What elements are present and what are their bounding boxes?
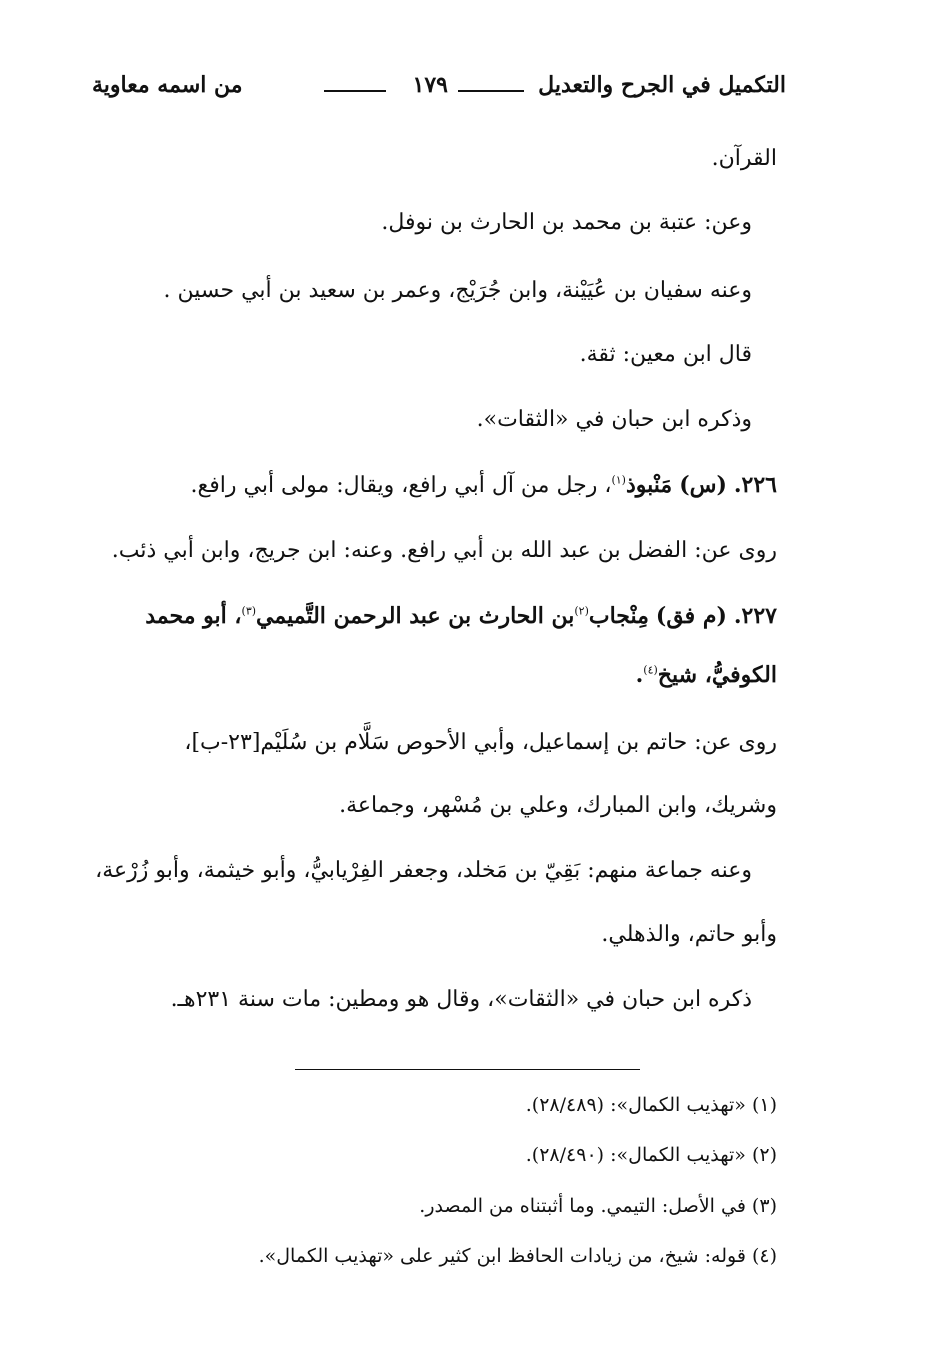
running-head-rule-left bbox=[324, 90, 386, 92]
entry-226-name: مَنْبوذ bbox=[625, 472, 673, 498]
entry-226-code: (س) bbox=[679, 472, 727, 498]
entry-227-number: ٢٢٧. bbox=[733, 603, 777, 629]
body-line-5: وذكره ابن حبان في «الثقات». bbox=[476, 407, 752, 432]
body-line-2: وعن: عتبة بن محمد بن الحارث بن نوفل. bbox=[381, 210, 752, 235]
body-line-10: روى عن: حاتم بن إسماعيل، وأبي الأحوص سَلَّام بن سُلَيْم[٢٣-ب]، bbox=[184, 730, 777, 755]
entry-226-heading bbox=[191, 472, 777, 499]
entry-227-name-3: ، أبو محمد bbox=[145, 603, 242, 629]
entry-226-number: ٢٢٦. bbox=[733, 472, 777, 498]
footnote-3: (٣) في الأصل: التيمي. وما أثبتناه من المصدر. bbox=[419, 1195, 777, 1217]
running-head-page-number: ١٧٩ bbox=[412, 72, 448, 98]
entry-227-heading-line-2 bbox=[636, 662, 777, 689]
body-line-1: القرآن. bbox=[711, 146, 777, 171]
footnote-2: (٢) «تهذيب الكمال»: (٢٨/٤٩٠). bbox=[525, 1144, 777, 1166]
running-head-section: من اسمه معاوية bbox=[92, 72, 243, 98]
body-line-12: وعنه جماعة منهم: بَقِيّ بن مَخلد، وجعفر الفِرْيابيُّ، وأبو خيثمة، وأبو زُرْعة، bbox=[95, 858, 752, 883]
body-line-4: قال ابن معين: ثقة. bbox=[579, 342, 752, 367]
running-head-book-title: التكميل في الجرح والتعديل bbox=[538, 72, 786, 98]
body-line-14: ذكره ابن حبان في «الثقات»، وقال هو ومطين: مات سنة ٢٣١هـ. bbox=[170, 987, 752, 1012]
entry-226-description: ، رجل من آل أبي رافع، ويقال: مولى أبي رافع. bbox=[190, 473, 612, 498]
body-line-7: روى عن: الفضل بن عبد الله بن أبي رافع. وعنه: ابن جريج، وابن أبي ذئب. bbox=[111, 538, 777, 563]
body-line-11: وشريك، وابن المبارك، وعلي بن مُسْهر، وجماعة. bbox=[339, 793, 777, 818]
entry-227-footnote-ref-1: (٢) bbox=[574, 604, 589, 618]
entry-227-footnote-ref-2: (٣) bbox=[241, 604, 257, 618]
entry-226-footnote-ref: (١) bbox=[611, 473, 626, 487]
entry-227-name-1: مِنْجاب bbox=[588, 603, 649, 629]
entry-227-code: (م فق) bbox=[655, 603, 727, 629]
entry-227-nisba: الكوفيُّ، شيخ bbox=[657, 662, 777, 688]
entry-227-heading bbox=[145, 603, 777, 630]
body-line-3: وعنه سفيان بن عُيَيْنة، وابن جُرَيْج، وعمر بن سعيد بن أبي حسين . bbox=[163, 278, 752, 303]
entry-227-heading-end: . bbox=[635, 662, 644, 688]
footnote-separator bbox=[295, 1069, 640, 1070]
body-line-13: وأبو حاتم، والذهلي. bbox=[601, 922, 777, 947]
entry-227-name-2: بن الحارث بن عبد الرحمن التَّميمي bbox=[256, 603, 575, 629]
running-head bbox=[92, 72, 786, 112]
footnote-4: (٤) قوله: شيخ، من زيادات الحافظ ابن كثير على «تهذيب الكمال». bbox=[258, 1245, 777, 1267]
entry-227-footnote-ref-3: (٤) bbox=[643, 663, 658, 677]
running-head-rule-right bbox=[458, 90, 524, 92]
footnote-1: (١) «تهذيب الكمال»: (٢٨/٤٨٩). bbox=[525, 1094, 777, 1116]
